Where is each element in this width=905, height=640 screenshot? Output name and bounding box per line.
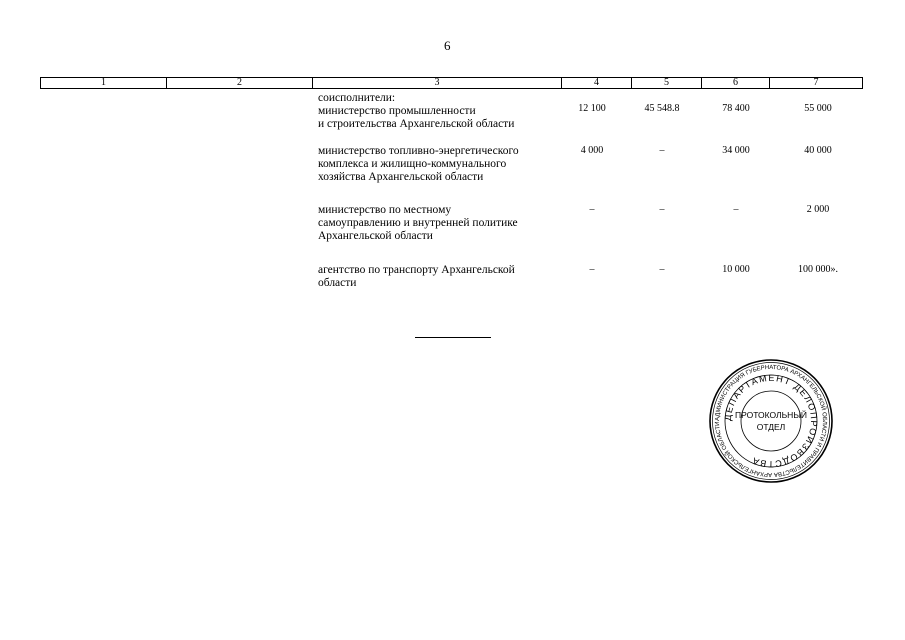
column-header-5: 5 <box>632 77 702 89</box>
text-line: соисполнители: <box>318 92 396 104</box>
text-line: Архангельской области <box>318 230 433 242</box>
text-line: области <box>318 277 357 289</box>
row-description <box>318 92 514 131</box>
text-line: комплекса и жилищно-коммунального <box>318 158 507 170</box>
end-separator-line <box>415 337 491 338</box>
cell-col4: – <box>589 204 595 215</box>
stamp-inner-text: ДЕПАРТАМЕНТ ДЕЛОПРОИЗВОДСТВА <box>722 372 820 470</box>
text-line: министерство по местному <box>318 204 452 216</box>
cell-col4: – <box>589 264 595 275</box>
cell-col6: 34 000 <box>722 145 750 156</box>
text-line: министерство промышленности <box>318 105 476 117</box>
cell-col5: – <box>659 264 665 275</box>
text-line: и строительства Архангельской области <box>318 118 515 130</box>
stamp-center-line-2: ОТДЕЛ <box>756 422 786 432</box>
cell-col7: 40 000 <box>804 145 832 156</box>
stamp-center-line-1: ПРОТОКОЛЬНЫЙ <box>735 410 807 420</box>
text-line: хозяйства Архангельской области <box>318 171 484 183</box>
cell-col6: 78 400 <box>722 103 750 114</box>
cell-col7: 55 000 <box>804 103 832 114</box>
column-header-2: 2 <box>167 77 313 89</box>
column-header-4: 4 <box>562 77 632 89</box>
column-header-6: 6 <box>702 77 770 89</box>
official-stamp <box>708 358 834 484</box>
cell-col5: – <box>659 145 665 156</box>
column-header-3: 3 <box>313 77 562 89</box>
text-line: самоуправлению и внутренней политике <box>318 217 518 229</box>
cell-col4: 12 100 <box>578 103 606 114</box>
row-description <box>318 264 515 290</box>
cell-col5: 45 548.8 <box>644 103 680 114</box>
page-number: 6 <box>444 38 451 53</box>
column-header-7: 7 <box>770 77 863 89</box>
svg-text:ДЕПАРТАМЕНТ ДЕЛОПРОИЗВОДСТВА <box>723 373 819 469</box>
stamp-outer-text: АДМИНИСТРАЦИЯ ГУБЕРНАТОРА АРХАНГЕЛЬСКОЙ ОБЛАСТИ И ПРАВИТЕЛЬСТВА АРХАНГЕЛЬСКОЙ ОБЛАСТИ <box>714 364 828 478</box>
cell-col6: 10 000 <box>722 264 750 275</box>
cell-col5: – <box>659 204 665 215</box>
cell-col7: 2 000 <box>806 204 830 215</box>
row-description <box>318 204 518 243</box>
cell-col7: 100 000». <box>798 264 838 275</box>
row-description <box>318 145 519 184</box>
cell-col6: – <box>733 204 739 215</box>
column-header-1: 1 <box>40 77 167 89</box>
text-line: агентство по транспорту Архангельской <box>318 264 515 276</box>
text-line: министерство топливно-энергетического <box>318 145 519 157</box>
cell-col4: 4 000 <box>580 145 604 156</box>
